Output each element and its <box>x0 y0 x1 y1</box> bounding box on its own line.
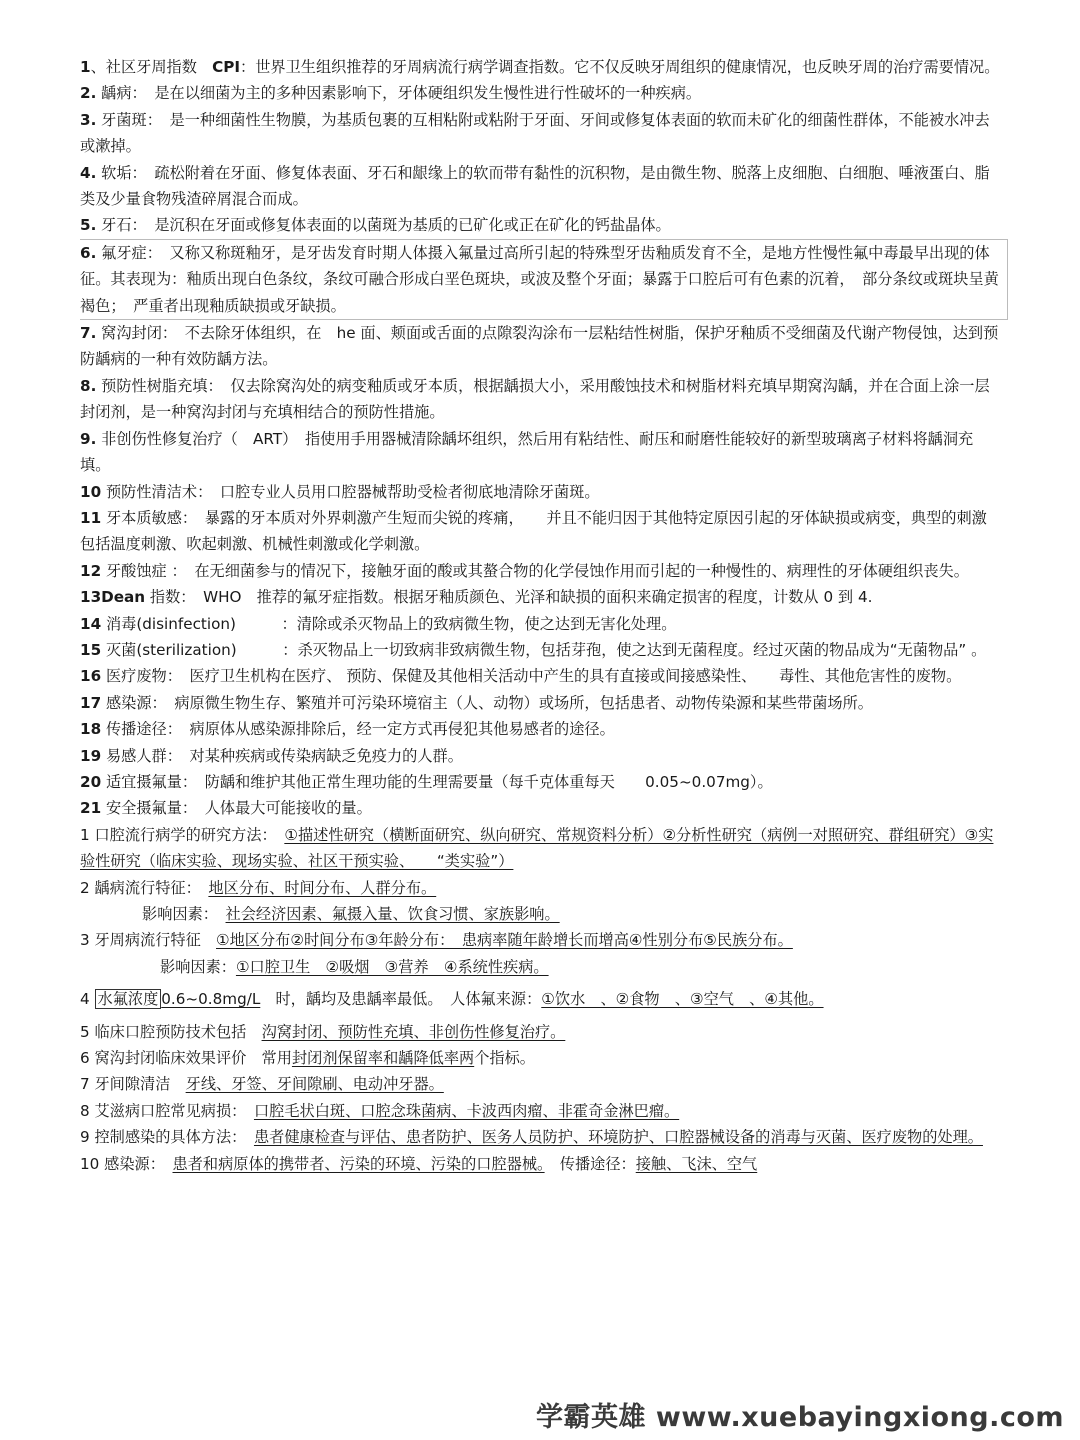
definition-term: 非创伤性修复治疗（ ART） <box>96 429 290 448</box>
definition-term: 社区牙周指数 <box>105 58 197 76</box>
definition-body: 对某种疾病或传染病缺乏免疫力的人群。 <box>189 746 463 765</box>
definition-number: 2. <box>80 84 97 103</box>
definition-item <box>80 637 1000 663</box>
fill-item-2b: 影响因素： 社会经济因素、氟摄入量、饮食习惯、家族影响。 <box>142 905 560 923</box>
definition-body: 防龋和维护其他正常生理功能的生理需要量（每千克体重每天 0.05~0.07mg）。 <box>204 772 773 791</box>
definition-item <box>80 160 1000 213</box>
definition-number: 19 <box>80 746 102 765</box>
watermark: 学霸英雄 www.xuebayingxiong.com <box>536 1402 1065 1433</box>
definition-body: 口腔专业人员用口腔器械帮助受检者彻底地清除牙菌斑。 <box>219 482 600 501</box>
fill-item-5: 5 临床口腔预防技术包括 沟窝封闭、预防性充填、非创伤性修复治疗。 <box>80 1022 566 1041</box>
definition-item <box>80 373 1000 426</box>
definition-number: 15 <box>80 640 102 659</box>
definition-item <box>80 611 1000 637</box>
definition-term: 医疗废物： <box>101 667 175 686</box>
definition-number: 13Dean <box>80 588 146 607</box>
definition-number: 18 <box>80 720 102 739</box>
definition-body: ：清除或杀灭物品上的致病微生物，使之达到无害化处理。 <box>251 614 677 633</box>
definition-item <box>80 239 1008 320</box>
definition-number: 7. <box>80 324 97 343</box>
definition-term: 预防性树脂充填： <box>96 376 216 395</box>
definition-term: 氟牙症： <box>96 243 155 262</box>
definition-term: 窝沟封闭： <box>96 324 170 343</box>
definition-body: 又称又称斑釉牙，是牙齿发育时期人体摄入氟量过高所引起的特殊型牙齿釉质发育不全，是地方性慢性氟中毒最早出现的体征。其表现为：釉质出现白色条纹，条纹可融合形成白垩色斑块，或波及整个牙面；暴露于口腔后可有色素的沉着， 部分条纹或斑块呈黄褐色； 严重者出现釉质缺损或牙缺损。 <box>80 243 999 315</box>
definition-term: 牙石： <box>96 216 140 235</box>
definition-body: 是在以细菌为主的多种因素影响下，牙体硬组织发生慢性进行性破坏的一种疾病。 <box>154 84 702 103</box>
definition-body: 是一种细菌性生物膜，为基质包裹的互相粘附或粘附于牙面、牙间或修复体表面的软而未矿化的细菌性群体，不能被水冲去或漱掉。 <box>80 110 990 156</box>
fill-item-3b: 影响因素：①口腔卫生 ②吸烟 ③营养 ④系统性疾病。 <box>160 957 549 976</box>
definition-body: 病原微生物生存、繁殖并可污染环境宿主（人、动物）或场所，包括患者、动物传染源和某些带菌场所。 <box>174 693 873 712</box>
definition-body: ：杀灭物品上一切致病非致病微生物，包括芽孢，使之达到无菌程度。经过灭菌的物品成为“无菌物品” 。 <box>251 640 987 659</box>
definition-item <box>80 320 1000 373</box>
definition-item <box>80 80 1000 106</box>
definition-abbreviation: CPI <box>212 58 241 76</box>
definition-item <box>80 426 1000 479</box>
definition-item <box>80 795 1000 821</box>
fill-section <box>80 822 1000 1177</box>
fill-item-3: 3 牙周病流行特征 ①地区分布②时间分布③年龄分布： 患病率随年龄增长而增高④性别分布⑤民族分布。 <box>80 931 793 950</box>
definition-list <box>80 54 1000 822</box>
definition-item <box>80 107 1000 160</box>
definition-number: 17 <box>80 693 102 712</box>
definition-body: 在无细菌参与的情况下，接触牙面的酸或其螯合物的化学侵蚀作用而引起的一种慢性的、病理性的牙体硬组织丧失。 <box>194 561 969 580</box>
definition-item <box>80 505 1000 558</box>
definition-item <box>80 584 1000 610</box>
definition-number: 11 <box>80 508 102 527</box>
definition-item <box>80 558 1000 584</box>
definition-item <box>80 479 1000 505</box>
definition-term: 适宜摄氟量： <box>101 772 190 791</box>
definition-body: 暴露的牙本质对外界刺激产生短而尖锐的疼痛， 并且不能归因于其他特定原因引起的牙体缺损或病变，典型的刺激包括温度刺激、吹起刺激、机械性刺激或化学刺激。 <box>80 508 987 554</box>
definition-term: 易感人群： <box>101 746 175 765</box>
definition-number: 21 <box>80 799 102 818</box>
definition-number: 1 <box>80 58 91 76</box>
definition-body: 医疗卫生机构在医疗、 预防、保健及其他相关活动中产生的具有直接或间接感染性、 毒性、其他危害性的废物。 <box>189 667 962 686</box>
definition-number: 8. <box>80 376 97 395</box>
definition-term: 龋病： <box>96 84 140 103</box>
definition-body: 仅去除窝沟处的病变釉质或牙本质，根据龋损大小，采用酸蚀技术和树脂材料充填早期窝沟龋，并在合面上涂一层封闭剂，是一种窝沟封闭与充填相结合的预防性措施。 <box>80 376 990 422</box>
fill-item-6: 6 窝沟封闭临床效果评价 常用封闭剂保留率和龋降低率两个指标。 <box>80 1049 535 1068</box>
definition-term: 牙本质敏感： <box>101 508 190 527</box>
definition-number: 16 <box>80 667 102 686</box>
definition-number: 9. <box>80 429 97 448</box>
definition-item <box>80 212 1000 238</box>
fill-item-7: 7 牙间隙清洁 牙线、牙签、牙间隙刷、电动冲牙器。 <box>80 1075 444 1094</box>
definition-body: 指使用手用器械清除龋坏组织，然后用有粘结性、耐压和耐磨性能较好的新型玻璃离子材料将龋洞充填。 <box>80 429 974 475</box>
definition-number: 20 <box>80 772 102 791</box>
definition-number: 14 <box>80 614 102 633</box>
definition-term: 牙酸蚀症 ： <box>101 561 180 580</box>
boxed-term: 水氟浓度 <box>95 989 162 1009</box>
document-body <box>80 54 1000 1177</box>
definition-item <box>80 690 1000 716</box>
fill-item-4: 4 水氟浓度 0.6~0.8mg/L 时，龋均及患龋率最低。 人体氟来源：①饮水 、②食物 、③空气 、④其他。 <box>80 990 824 1009</box>
definition-term: 消毒(disinfection) <box>101 614 236 633</box>
definition-body: 疏松附着在牙面、修复体表面、牙石和龈缘上的软而带有黏性的沉积物，是由微生物、脱落上皮细胞、白细胞、唾液蛋白、脂类及少量食物残渣碎屑混合而成。 <box>80 163 990 209</box>
fill-item-2: 2 龋病流行特征： 地区分布、时间分布、人群分布。 <box>80 878 437 897</box>
definition-number: 12 <box>80 561 102 580</box>
definition-item <box>80 769 1000 795</box>
definition-term: 牙菌斑： <box>96 110 155 129</box>
definition-item <box>80 54 1000 80</box>
definition-body: 是沉积在牙面或修复体表面的以菌斑为基质的已矿化或正在矿化的钙盐晶体。 <box>154 216 671 235</box>
definition-term: 安全摄氟量： <box>101 799 190 818</box>
fill-item-8: 8 艾滋病口腔常见病损： 口腔毛状白斑、口腔念珠菌病、卡波西肉瘤、非霍奇金淋巴瘤。 <box>80 1101 680 1120</box>
definition-body: 不去除牙体组织，在 he 面、颊面或舌面的点隙裂沟涂布一层粘结性树脂，保护牙釉质不受细菌及代谢产物侵蚀，达到预防龋病的一种有效防龋方法。 <box>80 324 999 369</box>
definition-term: 灭菌(sterilization) <box>101 640 237 659</box>
definition-number: 3. <box>80 110 97 129</box>
definition-term: 指数： <box>145 588 188 607</box>
definition-body: 人体最大可能接收的量。 <box>204 799 372 818</box>
definition-body: WHO 推荐的氟牙症指数。根据牙釉质颜色、光泽和缺损的面积来确定损害的程度，计数从 0 到 4. <box>203 588 873 607</box>
definition-term: 预防性清洁术： <box>101 482 205 501</box>
definition-item <box>80 716 1000 742</box>
definition-number: 5. <box>80 216 97 235</box>
definition-item <box>80 663 1000 689</box>
definition-number: 10 <box>80 482 102 501</box>
definition-separator: 、 <box>90 58 106 76</box>
definition-number: 4. <box>80 163 97 182</box>
definition-body: 病原体从感染源排除后，经一定方式再侵犯其他易感者的途径。 <box>189 720 615 739</box>
definition-number: 6. <box>80 243 97 262</box>
definition-body: ：世界卫生组织推荐的牙周病流行病学调查指数。它不仅反映牙周组织的健康情况，也反映牙周的治疗需要情况。 <box>240 58 1000 76</box>
definition-term: 传播途径： <box>101 720 175 739</box>
definition-term: 感染源： <box>101 693 160 712</box>
fill-item-9: 9 控制感染的具体方法： 患者健康检查与评估、患者防护、医务人员防护、环境防护、口腔器械设备的消毒与灭菌、医疗废物的处理。 <box>80 1128 983 1147</box>
definition-term: 软垢： <box>96 163 140 182</box>
fill-item-1: 1 口腔流行病学的研究方法： ①描述性研究（横断面研究、纵向研究、常规资料分析）②分析性研究（病例一对照研究、群组研究）③实验性研究（临床实验、现场实验、社区干预实验、 “类实验”） <box>80 825 994 871</box>
definition-item <box>80 743 1000 769</box>
fill-item-10: 10 感染源： 患者和病原体的携带者、污染的环境、污染的口腔器械。 传播途径：接触、飞沫、空气 <box>80 1154 758 1173</box>
